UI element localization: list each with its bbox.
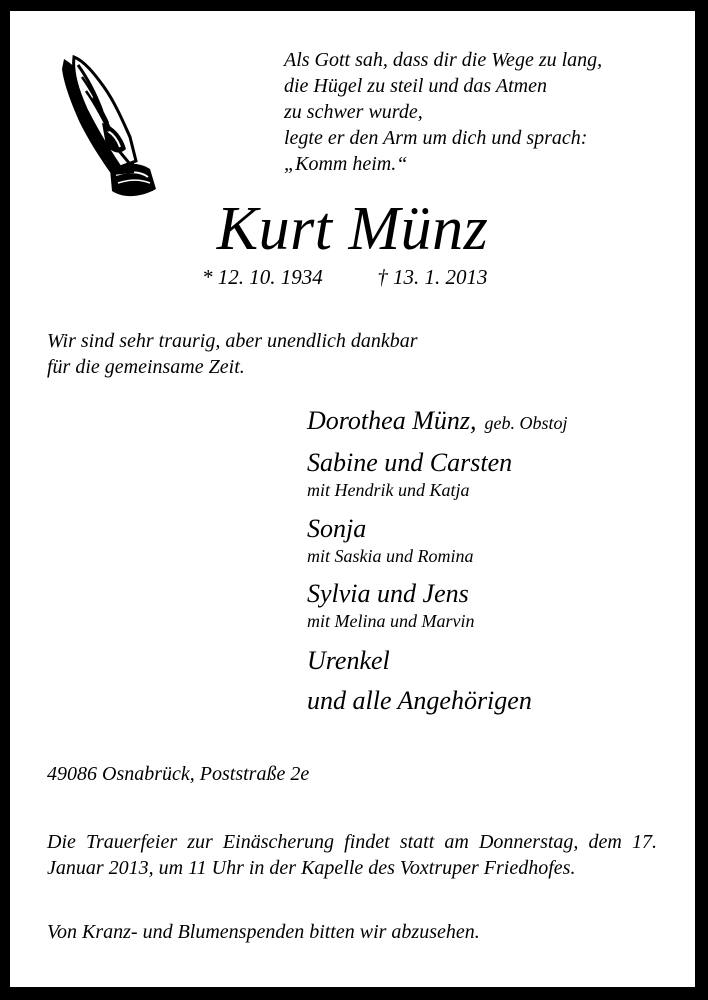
intro-line: Wir sind sehr traurig, aber unendlich dankbar xyxy=(47,330,418,352)
family-spouse xyxy=(307,405,567,437)
poem-line: die Hügel zu steil und das Atmen xyxy=(284,75,547,97)
death-date: † 13. 1. 2013 xyxy=(377,265,488,289)
poem-line: „Komm heim.“ xyxy=(284,153,408,175)
family-group xyxy=(307,578,474,632)
spouse-maiden-name: geb. Obstoj xyxy=(484,413,568,433)
address: 49086 Osnabrück, Poststraße 2e xyxy=(47,763,310,785)
group-name: Sylvia und Jens xyxy=(307,579,469,608)
family-group xyxy=(307,447,512,501)
funeral-notice: Die Trauerfeier zur Einäscherung findet statt am Donnerstag, dem 17. Januar 2013, um 11 Uhr in der Kapelle des Voxtruper Friedhofes. xyxy=(47,831,657,879)
birth-date: * 12. 10. 1934 xyxy=(202,265,323,289)
group-name: Sonja xyxy=(307,514,367,543)
poem xyxy=(284,47,602,177)
group-name: Sabine und Carsten xyxy=(307,448,513,477)
deceased-name: Kurt Münz xyxy=(216,195,489,263)
poem-line: Als Gott sah, dass dir die Wege zu lang, xyxy=(284,49,603,71)
praying-hands-icon xyxy=(50,51,162,201)
group-children: mit Saskia und Romina xyxy=(307,546,474,566)
spouse-name: Dorothea Münz, xyxy=(307,406,477,435)
group-children: mit Hendrik und Katja xyxy=(307,480,470,500)
poem-line: legte er den Arm um dich und sprach: xyxy=(284,127,588,149)
family-group xyxy=(307,513,474,567)
intro-text xyxy=(47,328,418,380)
relatives: und alle Angehörigen xyxy=(307,686,532,715)
poem-line: zu schwer wurde, xyxy=(284,101,423,123)
life-dates xyxy=(202,265,488,290)
obituary-card xyxy=(10,11,695,987)
intro-line: für die gemeinsame Zeit. xyxy=(47,356,245,378)
group-children: mit Melina und Marvin xyxy=(307,611,475,631)
flowers-note: Von Kranz- und Blumenspenden bitten wir abzusehen. xyxy=(47,921,480,943)
great-grandchildren: Urenkel xyxy=(307,646,390,675)
